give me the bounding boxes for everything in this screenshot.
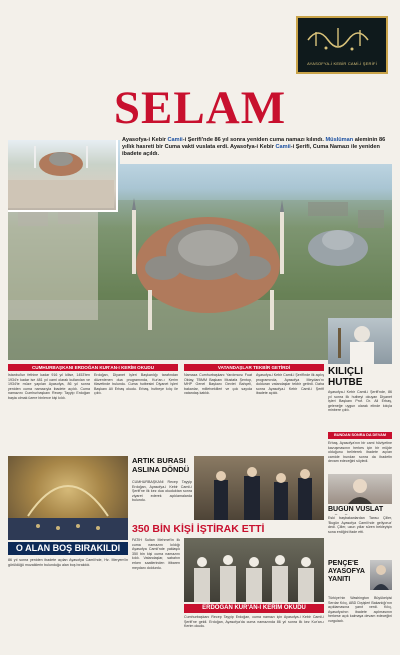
pence-title: PENÇE'E AYASOFYA YANITI <box>328 560 365 583</box>
people-icon <box>194 456 324 520</box>
section-header: CUMHURBAŞKANI ERDOĞAN KUR'AN-I KERİM OKUDU <box>8 364 178 371</box>
pence-text: Türkiye'nin Washington Büyükelçisi Serdar Kılıç, ABD Dışişleri Bakanlığı'nın açıklamasına yanıt verdi. Kılıç, Ayasofya'nın ibadete açılmasının herkese açık kalmaya devam edeceğini vurguladı. <box>328 596 392 623</box>
ayasofya-plaque <box>296 16 388 74</box>
article-column-2: Erdoğan, Diyanet İşleri Başkanlığı tarafından düzenlenen dua programında, Kur'an-ı Kerim tilavetinde bulundu. Cuma hutbesini Diyanet İşleri Başkanı Ali Erbaş okudu. Erbaş, hutbeye kılıç ile çıktı. <box>94 373 178 396</box>
erdogan-quran-header: ERDOĞAN KUR'AN-I KERİM OKUDU <box>184 604 324 613</box>
sidebar-photo-ambassador <box>370 560 392 590</box>
artik-title: ARTIK BURASI ASLINA DÖNDÜ <box>132 456 190 474</box>
dome-interior-icon <box>8 456 128 540</box>
prayer-crowd-photo <box>184 538 324 602</box>
article-column-1: İstanbul'un fethine kadar 916 yıl kilise, 1453'ten 1934'e kadar ise 481 yıl cami olarak kullanılan ve 1934'te müze yapılan Ayasofya, 86 yıl sonra yeniden cuma namazıyla ibadete açıldı. Cuma namazını Cumhurbaşkanı Recep Tayyip Erdoğan başta olmak üzere binlerce kişi kıldı. <box>8 373 90 400</box>
vuslat-title: BUGÜN VUSLAT <box>328 506 384 513</box>
sidebar-photo-ciller <box>328 474 392 504</box>
alan-text: 86 yıl sonra yeniden ibadete açılan Ayasofya Camii'nde, Hz. Meryem'in görüldüğü mozaiklerin bulunduğu alan boş bırakıldı. <box>8 558 128 567</box>
inset-crowd-photo <box>8 140 118 212</box>
kilicli-hutbe-title: KILIÇLI HUTBE <box>328 366 363 388</box>
alan-title: O ALAN BOŞ BIRAKILDI <box>8 542 128 555</box>
devam-tag: BUNDAN SONRA DA DEVAM <box>328 432 392 439</box>
section-header: VATANDAŞLAR TEKBİR GETİRDİ <box>184 364 324 371</box>
istirak-text: FATİH Sultan Mehmet'in ilk cuma namazını kıldığı Ayasofya Camii'nde yaklaşık 350 bin kişi cuma namazını kıldı. Vatandaşlar, sabahın erken saatlerinden itibaren meydanı doldurdu. <box>132 538 180 570</box>
artik-text: CUMHURBAŞKANI Recep Tayyip Erdoğan, Ayasofya-i Kebir Camii-i Şerifi'ne ilk kez dua okuduktan sonra ziyaret ederek açıklamalarda bulundu. <box>132 480 192 503</box>
section-erdogan-quran <box>8 364 178 452</box>
person-icon <box>328 474 392 504</box>
sidebar-photo-imam <box>328 318 392 364</box>
istirak-title: 350 BİN KİŞİ İŞTİRAK ETTİ <box>132 523 265 535</box>
plaque-text: AYASOFYA-İ KEBİR CAMİ-İ ŞERİFİ <box>307 61 377 66</box>
intro-paragraph: Ayasofya-i Kebir Camii-i Şerifi'nde 86 yıl sonra yeniden cuma namazı kılındı. Müslüman aleminin 86 yıllık hasreti bir Cuma vakti vuslata erdi. Ayasofya-i Kebir Camii-i Şerifi, Cuma Namazı ile yeniden ibadete açıldı. <box>120 136 392 164</box>
person-icon <box>370 560 392 590</box>
erdogan-speech-photo <box>194 456 324 520</box>
calligraphy-icon <box>298 20 386 58</box>
erdogan-quran-text: Cumhurbaşkanı Recep Tayyip Erdoğan, cuma namazı için Ayasofya-i Kebir Camii-i Şerifi'ne geldi. Erdoğan, Ayasofya'da cuma namazında 86 yıl sonra ilk kez Kur'an-ı Kerim okudu. <box>184 615 324 629</box>
article-column-2: Ayasofya-i Kebir Camii-i Şerifi'nde ilk açılış programında, Ayasofya Meydanı'nı dolduran vatandaşlar tekbir getirdi. Daha sonra Ayasofya-i Kebir Camii-i Şerifi ibadete açıldı. <box>256 373 324 396</box>
inset-mosque-icon <box>8 140 114 208</box>
worshippers-icon <box>184 538 324 602</box>
main-headline: SELAM <box>113 82 287 134</box>
article-column-1: Namaza Cumhurbaşkanı Yardımcısı Fuat Oktay, TBMM Başkanı Mustafa Şentop, MHP Genel Başkanı Devlet Bahçeli, bakanlar, milletvekilleri ve çok sayıda vatandaş katıldı. <box>184 373 252 396</box>
kilicli-hutbe-text: Ayasofya-i Kebir Camii-i Şerifi'nde, 86 yıl sonra ilk hutbeyi okuyan Diyanet İşleri Başkanı Prof. Dr. Ali Erbaş, geleneğe uygun olarak elinde kılıçla minbere çıktı. <box>328 390 392 413</box>
vuslat-text: Eski başbakanlardan Tansu Çiller, 'Bugün Ayasofya Camii'nde geliyoruz' dedi. Çiller, uzun yıllar süren bekleyişin sona erdiğini ifade etti. <box>328 516 392 534</box>
mosaic-photo <box>8 456 128 540</box>
imam-figure-icon <box>328 318 392 364</box>
section-tekbir <box>184 364 324 452</box>
devam-text: Erbaş, Ayasofya'nın bir cami hüviyetine kavuşmasının herkes için bir müjde olduğunu belirterek ibadete açılan camide bundan sonra da ibadetin devam edeceğini söyledi. <box>328 441 392 464</box>
